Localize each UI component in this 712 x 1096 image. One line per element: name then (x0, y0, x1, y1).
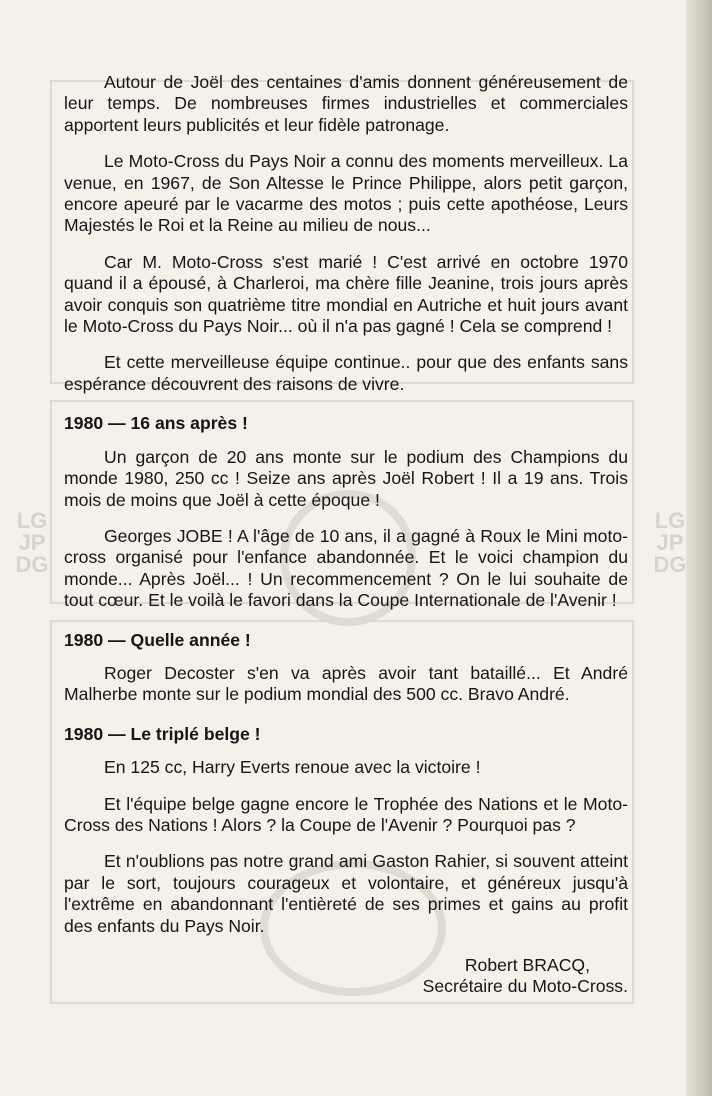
intro-paragraph-3: Car M. Moto-Cross s'est marié ! C'est arrivé en octobre 1970 quand il a épousé, à Charleroi, ma chère fille Jeanine, trois jours après avoir conquis son quatrième titre mondial en Autriche et huit jours avant le Moto-Cross du Pays Noir... où il n'a pas gagné ! Cela se comprend ! (64, 251, 628, 337)
intro-paragraph-4: Et cette merveilleuse équipe continue.. pour que des enfants sans espérance découvrent des raisons de vivre. (64, 352, 628, 394)
signature-block (64, 955, 628, 998)
intro-paragraph-2: Le Moto-Cross du Pays Noir a connu des moments merveilleux. La venue, en 1967, de Son Altesse le Prince Philippe, alors petit garçon, encore apeuré par le vacarme des motos ; puis cette apothéose, Leurs Majestés le Roi et la Reine au milieu de nous... (64, 151, 628, 236)
section1-paragraph-2: Georges JOBE ! A l'âge de 10 ans, il a gagné à Roux le Mini moto-cross organisé pour l'enfance abandonnée. Et le voici champion du monde... Après Joël... ! Un recommencement ? On le lui souhaite de tout cœur. Et le voilà le favori dans la Coupe Internationale de l'Avenir ! (64, 525, 628, 611)
section2-paragraph-1: Roger Decoster s'en va après avoir tant bataillé... Et André Malherbe monte sur le podium mondial des 500 cc. Bravo André. (64, 662, 628, 705)
section-heading-quelle-annee: 1980 — Quelle année ! (64, 629, 251, 650)
section-heading-16-ans: 1980 — 16 ans après ! (64, 413, 248, 434)
watermark-logo-right: LG JP DG (653, 508, 687, 577)
article-body (64, 72, 628, 998)
section3-paragraph-3: Et n'oublions pas notre grand ami Gaston Rahier, si souvent atteint par le sort, toujours courageux et volontaire, et généreux jusqu'à l'extrême en abandonnant l'entièreté de ses primes et gains au profit des enfants du Pays Noir. (64, 851, 628, 936)
section3-paragraph-1: En 125 cc, Harry Everts renoue avec la victoire ! (104, 757, 481, 778)
page-binding-edge (686, 0, 712, 1096)
signature-title: Secrétaire du Moto-Cross. (422, 976, 628, 997)
section1-paragraph-1: Un garçon de 20 ans monte sur le podium des Champions du monde 1980, 250 cc ! Seize ans après Joël Robert ! Il a 19 ans. Trois mois de moins que Joël à cette époque ! (64, 446, 628, 510)
intro-paragraph-1: Autour de Joël des centaines d'amis donnent généreusement de leur temps. De nombreuses firmes industrielles et commerciales apportent leurs publicités et leur fidèle patronage. (64, 72, 628, 135)
signature-name: Robert BRACQ, (464, 955, 590, 975)
section-heading-triple-belge: 1980 — Le triplé belge ! (64, 723, 261, 744)
watermark-logo-left: LG JP DG (15, 508, 49, 577)
section3-paragraph-2: Et l'équipe belge gagne encore le Trophée des Nations et le Moto-Cross des Nations ! Alors ? la Coupe de l'Avenir ? Pourquoi pas ? (64, 793, 628, 835)
